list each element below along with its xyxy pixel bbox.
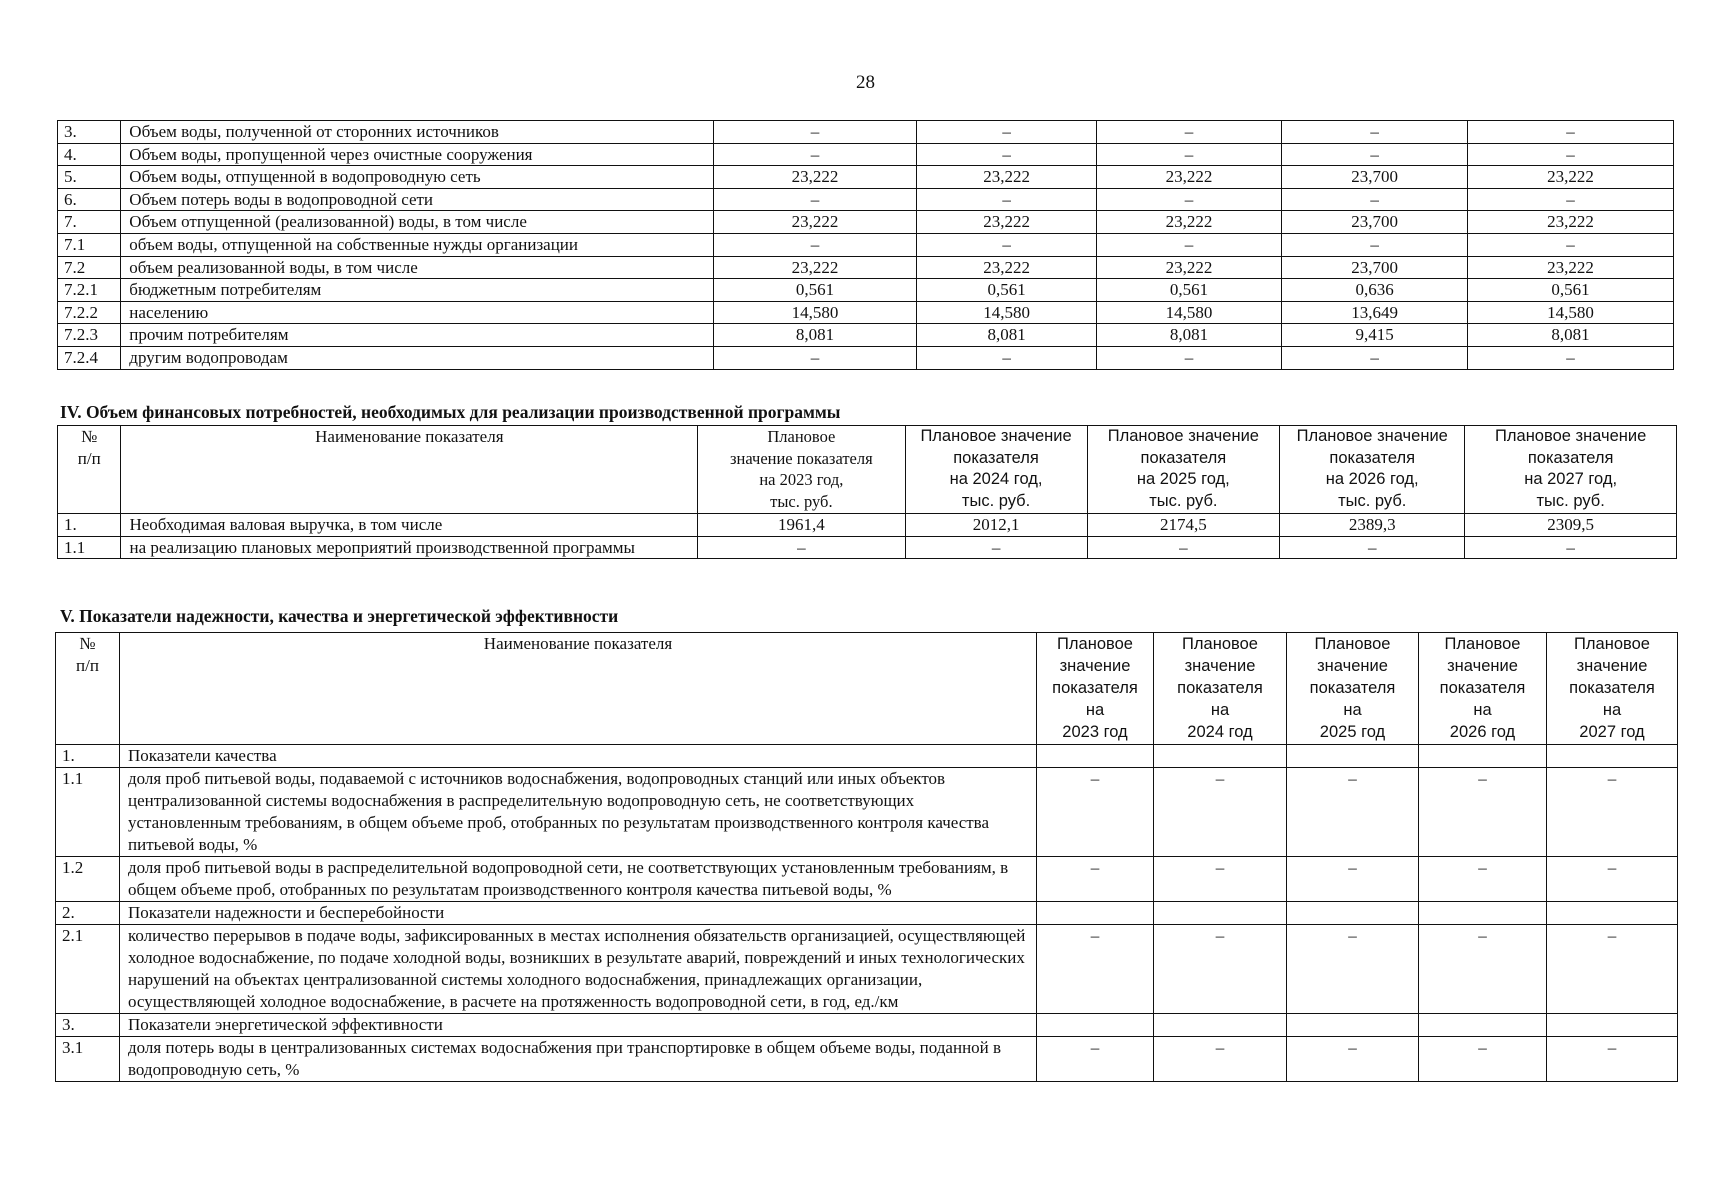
row-value-2025 bbox=[1287, 1014, 1419, 1037]
row-value-2023: 23,222 bbox=[713, 211, 917, 234]
section-5-title: V. Показатели надежности, качества и энергетической эффективности bbox=[60, 606, 619, 626]
row-value-2024 bbox=[1154, 902, 1287, 925]
row-value-2025: – bbox=[1287, 768, 1419, 857]
row-value-2026: – bbox=[1282, 233, 1468, 256]
row-value-2024: – bbox=[917, 233, 1096, 256]
row-value-2023: 23,222 bbox=[713, 166, 917, 189]
table-row bbox=[58, 233, 1674, 256]
header-num bbox=[58, 426, 121, 514]
header-plan-2025-text: Плановое значение показателя на 2025 год, тыс. руб. bbox=[1107, 427, 1259, 510]
row-number: 6. bbox=[58, 188, 121, 211]
financial-needs-table bbox=[57, 425, 1677, 559]
row-value-2024: – bbox=[917, 121, 1096, 144]
table-row bbox=[56, 1014, 1678, 1037]
row-value-2026: – bbox=[1282, 188, 1468, 211]
row-value-2025: 2174,5 bbox=[1087, 514, 1280, 537]
row-value-2026: – bbox=[1419, 768, 1547, 857]
row-value-2027: – bbox=[1467, 233, 1673, 256]
row-value-2027: – bbox=[1467, 346, 1673, 369]
row-value-2024: – bbox=[905, 536, 1087, 559]
row-value-2025 bbox=[1287, 745, 1419, 768]
header-plan-2023-text: Плановое значение показателя на 2023 год bbox=[1052, 635, 1138, 741]
row-value-2026: 2389,3 bbox=[1280, 514, 1465, 537]
row-value-2025: – bbox=[1096, 188, 1282, 211]
row-value-2026: – bbox=[1282, 121, 1468, 144]
header-plan-2026 bbox=[1419, 633, 1547, 745]
row-number: 3. bbox=[58, 121, 121, 144]
header-plan-2027-text: Плановое значение показателя на 2027 год bbox=[1569, 635, 1655, 741]
row-value-2023 bbox=[1037, 1014, 1154, 1037]
row-value-2027: 23,222 bbox=[1467, 211, 1673, 234]
row-name: количество перерывов в подаче воды, зафиксированных в местах исполнения обязательств организацией, осуществляющей холодное водоснабжение, по подаче холодной воды, возникших в результате аварий, повреждений и иных технологических нарушений на объектах централизованной системы холодного водоснабжения, принадлежащих организации, осуществляющей холодное водоснабжение, в расчете на протяженность водопроводной сети, в год, ед./км bbox=[120, 925, 1037, 1014]
table-row bbox=[58, 143, 1674, 166]
row-value-2026: – bbox=[1419, 1037, 1547, 1082]
row-number: 3. bbox=[56, 1014, 120, 1037]
row-number: 2.1 bbox=[56, 925, 120, 1014]
row-value-2024: – bbox=[917, 346, 1096, 369]
row-number: 7.2.3 bbox=[58, 324, 121, 347]
row-number: 7. bbox=[58, 211, 121, 234]
row-value-2023: – bbox=[1037, 768, 1154, 857]
row-value-2023: – bbox=[713, 188, 917, 211]
row-name: объем реализованной воды, в том числе bbox=[121, 256, 713, 279]
row-name: доля проб питьевой воды в распределительной водопроводной сети, не соответствующих установленным требованиям, в общем объеме проб, отобранных по результатам производственного контроля качества питьевой воды, % bbox=[120, 857, 1037, 902]
row-value-2023: – bbox=[698, 536, 905, 559]
row-number: 7.2 bbox=[58, 256, 121, 279]
row-number: 7.2.2 bbox=[58, 301, 121, 324]
row-value-2025: – bbox=[1287, 857, 1419, 902]
row-value-2026: – bbox=[1419, 925, 1547, 1014]
table-row bbox=[58, 121, 1674, 144]
row-value-2027: 2309,5 bbox=[1465, 514, 1677, 537]
row-value-2025: – bbox=[1287, 925, 1419, 1014]
row-value-2027: – bbox=[1467, 143, 1673, 166]
row-value-2027: 14,580 bbox=[1467, 301, 1673, 324]
row-number: 3.1 bbox=[56, 1037, 120, 1082]
header-num bbox=[56, 633, 120, 745]
row-value-2024: – bbox=[1154, 768, 1287, 857]
table-row bbox=[58, 301, 1674, 324]
row-number: 7.1 bbox=[58, 233, 121, 256]
row-value-2025: 0,561 bbox=[1096, 279, 1282, 302]
header-num-text: № п/п bbox=[76, 634, 99, 675]
row-name: Объем воды, отпущенной в водопроводную сеть bbox=[121, 166, 713, 189]
row-value-2023: 14,580 bbox=[713, 301, 917, 324]
row-number: 7.2.1 bbox=[58, 279, 121, 302]
row-name: доля потерь воды в централизованных системах водоснабжения при транспортировке в общем объеме воды, поданной в водопроводную сеть, % bbox=[120, 1037, 1037, 1082]
row-value-2027: 8,081 bbox=[1467, 324, 1673, 347]
row-name: Объем воды, пропущенной через очистные сооружения bbox=[121, 143, 713, 166]
row-value-2024: 23,222 bbox=[917, 256, 1096, 279]
row-name: Показатели качества bbox=[120, 745, 1037, 768]
row-name: населению bbox=[121, 301, 713, 324]
row-value-2025: – bbox=[1096, 346, 1282, 369]
row-value-2025: 23,222 bbox=[1096, 211, 1282, 234]
table-row bbox=[58, 166, 1674, 189]
row-value-2025: – bbox=[1087, 536, 1280, 559]
table-row bbox=[56, 745, 1678, 768]
row-value-2027 bbox=[1547, 902, 1678, 925]
row-value-2026 bbox=[1419, 745, 1547, 768]
header-plan-2025 bbox=[1287, 633, 1419, 745]
row-value-2023: – bbox=[713, 121, 917, 144]
header-plan-2027 bbox=[1547, 633, 1678, 745]
row-value-2023: – bbox=[1037, 925, 1154, 1014]
row-value-2027: – bbox=[1465, 536, 1677, 559]
row-value-2024: 23,222 bbox=[917, 211, 1096, 234]
row-value-2024: 23,222 bbox=[917, 166, 1096, 189]
table-row bbox=[56, 902, 1678, 925]
row-number: 5. bbox=[58, 166, 121, 189]
row-value-2026: 23,700 bbox=[1282, 256, 1468, 279]
row-value-2025: – bbox=[1096, 233, 1282, 256]
row-value-2026: – bbox=[1280, 536, 1465, 559]
row-name: прочим потребителям bbox=[121, 324, 713, 347]
row-value-2023: 8,081 bbox=[713, 324, 917, 347]
row-name: другим водопроводам bbox=[121, 346, 713, 369]
header-plan-2026 bbox=[1280, 426, 1465, 514]
row-value-2025: – bbox=[1287, 1037, 1419, 1082]
row-value-2027: 23,222 bbox=[1467, 256, 1673, 279]
row-value-2023: – bbox=[1037, 1037, 1154, 1082]
row-value-2024: 14,580 bbox=[917, 301, 1096, 324]
table-row bbox=[58, 279, 1674, 302]
row-value-2023: – bbox=[713, 233, 917, 256]
table-header-row bbox=[56, 633, 1678, 745]
table-row bbox=[58, 211, 1674, 234]
row-value-2023: – bbox=[713, 143, 917, 166]
row-value-2027 bbox=[1547, 1014, 1678, 1037]
row-value-2024 bbox=[1154, 1014, 1287, 1037]
row-value-2024 bbox=[1154, 745, 1287, 768]
header-plan-2024 bbox=[1154, 633, 1287, 745]
table-header-row bbox=[58, 426, 1677, 514]
row-value-2026: – bbox=[1419, 857, 1547, 902]
row-value-2025: 14,580 bbox=[1096, 301, 1282, 324]
header-plan-2024-text: Плановое значение показателя на 2024 год, тыс. руб. bbox=[920, 427, 1072, 510]
row-value-2027: – bbox=[1547, 925, 1678, 1014]
row-value-2024: – bbox=[917, 188, 1096, 211]
row-value-2023: 0,561 bbox=[713, 279, 917, 302]
row-value-2024: – bbox=[1154, 857, 1287, 902]
row-value-2024: 2012,1 bbox=[905, 514, 1087, 537]
header-plan-2023-text: Плановое значение показателя на 2023 год, тыс. руб. bbox=[730, 427, 873, 511]
row-value-2024: 8,081 bbox=[917, 324, 1096, 347]
header-name: Наименование показателя bbox=[120, 633, 1037, 745]
table-row bbox=[56, 925, 1678, 1014]
row-value-2024: – bbox=[917, 143, 1096, 166]
header-plan-2025-text: Плановое значение показателя на 2025 год bbox=[1309, 635, 1396, 741]
header-plan-2027-text: Плановое значение показателя на 2027 год, тыс. руб. bbox=[1495, 427, 1647, 510]
row-value-2023: 1961,4 bbox=[698, 514, 905, 537]
table-row bbox=[56, 1037, 1678, 1082]
row-value-2023: 23,222 bbox=[713, 256, 917, 279]
row-number: 1. bbox=[56, 745, 120, 768]
table-row bbox=[58, 514, 1677, 537]
table-row bbox=[58, 346, 1674, 369]
row-value-2027: 23,222 bbox=[1467, 166, 1673, 189]
row-number: 4. bbox=[58, 143, 121, 166]
row-name: Объем воды, полученной от сторонних источников bbox=[121, 121, 713, 144]
header-plan-2026-text: Плановое значение показателя на 2026 год, тыс. руб. bbox=[1296, 427, 1448, 510]
row-value-2026: 13,649 bbox=[1282, 301, 1468, 324]
row-value-2026: – bbox=[1282, 143, 1468, 166]
row-number: 1.1 bbox=[56, 768, 120, 857]
row-value-2023 bbox=[1037, 902, 1154, 925]
row-value-2026: 23,700 bbox=[1282, 211, 1468, 234]
row-name: Показатели энергетической эффективности bbox=[120, 1014, 1037, 1037]
row-value-2025: – bbox=[1096, 143, 1282, 166]
header-plan-2023 bbox=[698, 426, 905, 514]
row-number: 7.2.4 bbox=[58, 346, 121, 369]
row-value-2027 bbox=[1547, 745, 1678, 768]
table-row bbox=[56, 857, 1678, 902]
row-value-2026: 9,415 bbox=[1282, 324, 1468, 347]
row-value-2025: – bbox=[1096, 121, 1282, 144]
header-num-text: № п/п bbox=[77, 427, 101, 468]
header-plan-2024-text: Плановое значение показателя на 2024 год bbox=[1177, 635, 1263, 741]
row-value-2026: – bbox=[1282, 346, 1468, 369]
row-value-2026 bbox=[1419, 902, 1547, 925]
row-value-2027: 0,561 bbox=[1467, 279, 1673, 302]
header-name: Наименование показателя bbox=[121, 426, 698, 514]
row-value-2024: 0,561 bbox=[917, 279, 1096, 302]
row-value-2025: 23,222 bbox=[1096, 166, 1282, 189]
row-value-2023: – bbox=[1037, 857, 1154, 902]
section-4-title: IV. Объем финансовых потребностей, необходимых для реализации производственной программы bbox=[60, 402, 841, 422]
page-number: 28 bbox=[856, 72, 875, 93]
row-value-2025: 23,222 bbox=[1096, 256, 1282, 279]
row-name: Необходимая валовая выручка, в том числе bbox=[121, 514, 698, 537]
header-plan-2027 bbox=[1465, 426, 1677, 514]
row-value-2025 bbox=[1287, 902, 1419, 925]
table-row bbox=[58, 256, 1674, 279]
row-value-2026: 23,700 bbox=[1282, 166, 1468, 189]
row-name: Объем отпущенной (реализованной) воды, в том числе bbox=[121, 211, 713, 234]
row-value-2023: – bbox=[713, 346, 917, 369]
row-name: Показатели надежности и бесперебойности bbox=[120, 902, 1037, 925]
header-plan-2023 bbox=[1037, 633, 1154, 745]
table-row bbox=[58, 188, 1674, 211]
row-value-2027: – bbox=[1547, 857, 1678, 902]
table-row bbox=[56, 768, 1678, 857]
header-plan-2024 bbox=[905, 426, 1087, 514]
row-value-2026 bbox=[1419, 1014, 1547, 1037]
row-number: 1.1 bbox=[58, 536, 121, 559]
row-number: 2. bbox=[56, 902, 120, 925]
row-value-2027: – bbox=[1467, 188, 1673, 211]
row-value-2027: – bbox=[1547, 768, 1678, 857]
row-value-2025: 8,081 bbox=[1096, 324, 1282, 347]
row-name: доля проб питьевой воды, подаваемой с источников водоснабжения, водопроводных станций или иных объектов централизованной системы водоснабжения в распределительную водопроводную сеть, не соответствующих установленным требованиям, в общем объеме проб, отобранных по результатам производственного контроля качества питьевой воды, % bbox=[120, 768, 1037, 857]
header-plan-2025 bbox=[1087, 426, 1280, 514]
row-value-2027: – bbox=[1467, 121, 1673, 144]
row-name: на реализацию плановых мероприятий производственной программы bbox=[121, 536, 698, 559]
water-volume-table bbox=[57, 120, 1674, 370]
row-value-2027: – bbox=[1547, 1037, 1678, 1082]
row-number: 1. bbox=[58, 514, 121, 537]
row-number: 1.2 bbox=[56, 857, 120, 902]
table-row bbox=[58, 536, 1677, 559]
row-name: Объем потерь воды в водопроводной сети bbox=[121, 188, 713, 211]
reliability-quality-table bbox=[55, 632, 1678, 1082]
row-value-2026: 0,636 bbox=[1282, 279, 1468, 302]
header-plan-2026-text: Плановое значение показателя на 2026 год bbox=[1439, 635, 1526, 741]
row-name: объем воды, отпущенной на собственные нужды организации bbox=[121, 233, 713, 256]
row-value-2024: – bbox=[1154, 925, 1287, 1014]
row-name: бюджетным потребителям bbox=[121, 279, 713, 302]
row-value-2024: – bbox=[1154, 1037, 1287, 1082]
row-value-2023 bbox=[1037, 745, 1154, 768]
table-row bbox=[58, 324, 1674, 347]
